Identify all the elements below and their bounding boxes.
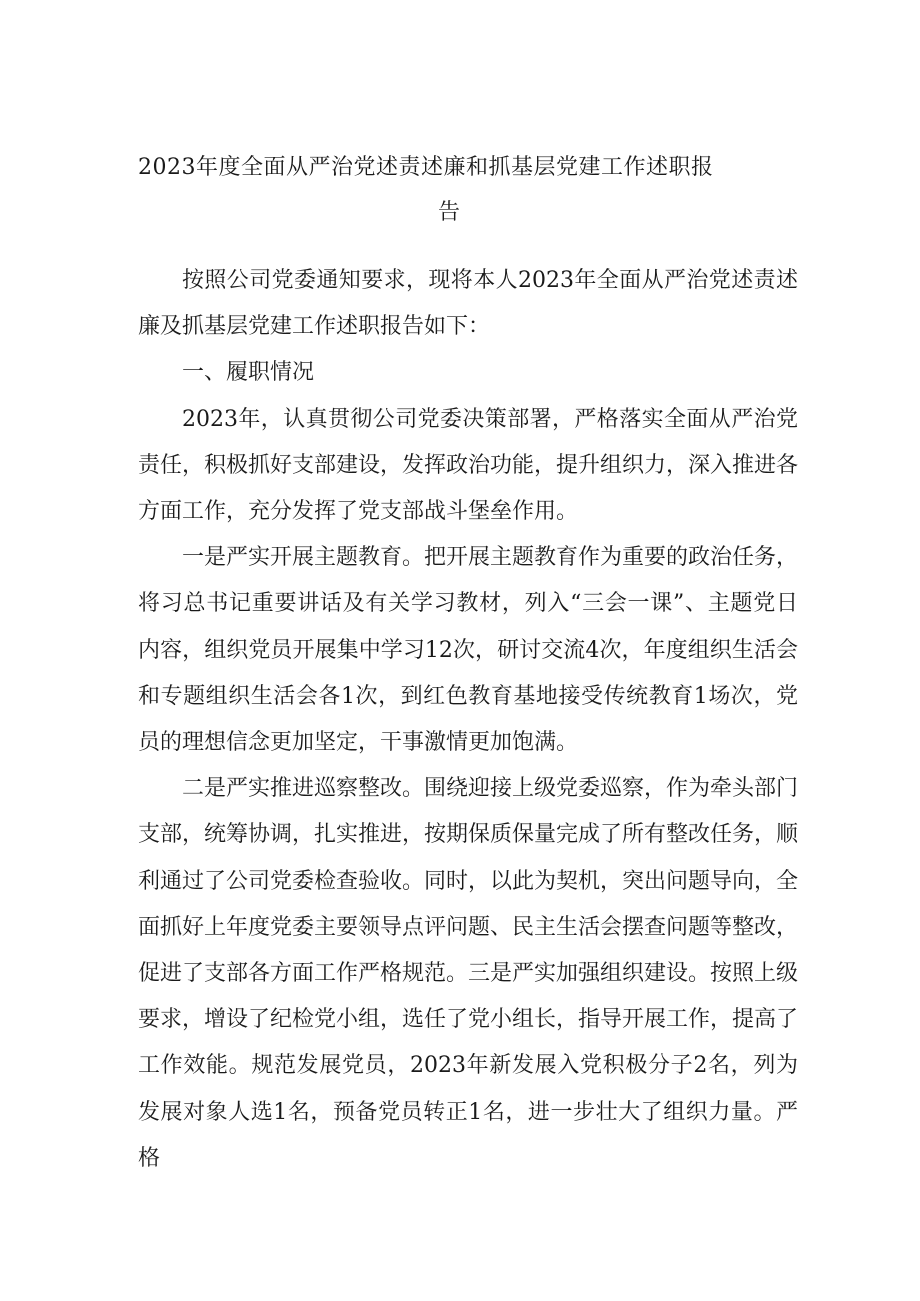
document-title-line-1: 2023年度全面从严治党述责述廉和抓基层党建工作述职报 xyxy=(138,155,714,180)
body-paragraph: 二是严实推进巡察整改。围绕迎接上级党委巡察，作为牵头部门支部，统筹协调，扎实推进，按期保质保量完成了所有整改任务，顺利通过了公司党委检查验收。同时，以此为契机，突出问题导向，全面抓好上年度党委主要领导点评问题、民主生活会摆查问题等整改，促进了支部各方面工作严格规范。三是严实加强组织建设。按照上级要求，增设了纪检党小组，选任了党小组长，指导开展工作，提高了工作效能。规范发展党员，2023年新发展入党积极分子2名，列为发展对象人选1名，预备党员转正1名，进一步壮大了组织力量。严格 xyxy=(138,776,799,1171)
document-title-line-2: 告 xyxy=(438,200,461,225)
document-body xyxy=(138,258,798,1182)
section-heading: 一、履职情况 xyxy=(182,360,315,386)
body-paragraph: 2023年，认真贯彻公司党委决策部署，严格落实全面从严治党责任，积极抓好支部建设，发挥政治功能，提升组织力，深入推进各方面工作，充分发挥了党支部战斗堡垒作用。 xyxy=(138,406,799,525)
body-paragraph: 一是严实开展主题教育。把开展主题教育作为重要的政治任务，将习总书记重要讲话及有关学习教材，列入“三会一课”、主题党日内容，组织党员开展集中学习12次，研讨交流4次，年度组织生活会和专题组织生活会各1次，到红色教育基地接受传统教育1场次，党员的理想信念更加坚定，干事激情更加饱满。 xyxy=(138,545,799,756)
intro-paragraph: 按照公司党委通知要求，现将本人2023年全面从严治党述责述廉及抓基层党建工作述职报告如下： xyxy=(138,268,798,340)
